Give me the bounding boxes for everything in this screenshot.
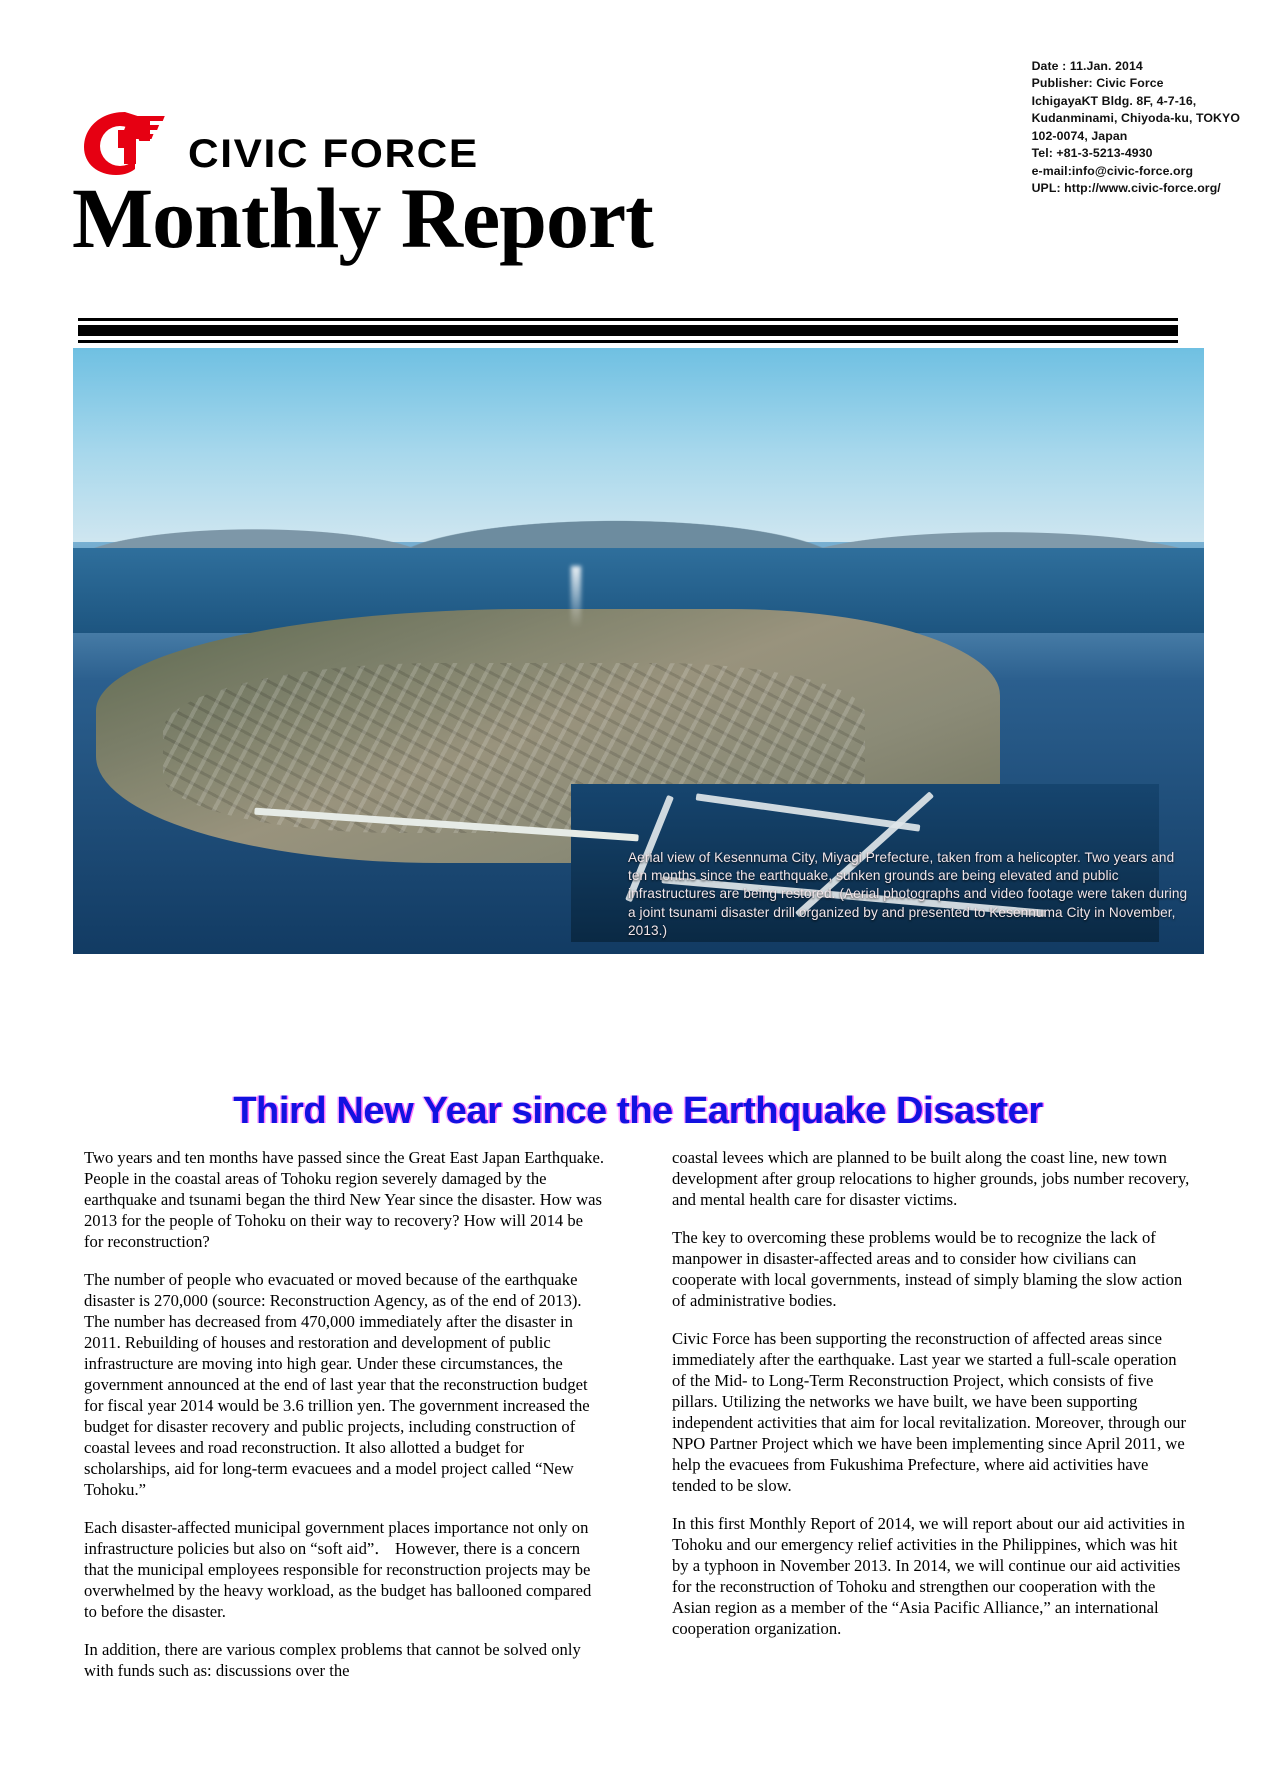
body-paragraph: The number of people who evacuated or moved because of the earthquake disaster is 270,000 (source: Reconstruction Agency, as of the end of 2013). The number has decreased from 470,000 immediately after the disaster in 2011. Rebuilding of houses and restoration and development of public infrastructure are moving into high gear. Under these circumstances, the government announced at the end of last year that the reconstruction budget for fiscal year 2014 would be 3.6 trillion yen. The government increased the budget for disaster recovery and public projects, including construction of coastal levees and road reconstruction. It also allotted a budget for scholarships, aid for long-term evacuees and a model project called “New Tohoku.” (84, 1269, 590, 1499)
civic-force-logo-icon (78, 108, 174, 178)
body-paragraph: In addition, there are various complex problems that cannot be solved only with funds such as: discussions over the (84, 1639, 581, 1680)
publisher-line-name: Publisher: Civic Force (1031, 76, 1164, 91)
volume-number: 34 (755, 188, 826, 270)
article-headline: Third New Year since the Earthquake Disaster (233, 1090, 1043, 1132)
brand-name: CIVIC FORCE (188, 132, 479, 176)
publisher-info-block (1032, 58, 1240, 198)
hero-photo (73, 348, 1204, 954)
report-title-row (72, 170, 653, 266)
body-paragraph: Civic Force has been supporting the reconstruction of affected areas since immediately after the earthquake. Last year we started a full-scale operation of the Mid- to Long-Term Reconstruction Project, which consists of five pillars. Utilizing the networks we have built, we have been supporting independent activities that aim for local revitalization. Moreover, through our NPO Partner Project which we have been implementing since April 2011, we help the evacuees from Fukushima Prefecture, where aid activities have tended to be slow. (672, 1328, 1187, 1495)
publisher-line-postcode: 102-0074, Japan (1031, 128, 1128, 143)
article-body (84, 1148, 1194, 1768)
body-paragraph: The key to overcoming these problems would be to recognize the lack of manpower in disaster-affected areas and to consider how civilians can cooperate with local governments, instead of simply blaming the slow action of administrative bodies. (672, 1227, 1183, 1310)
masthead-divider (78, 318, 1178, 343)
publisher-line-address2: Kudanminami, Chiyoda-ku, TOKYO (1031, 111, 1240, 126)
volume-label: vol. (716, 229, 756, 259)
photo-caption: Aerial view of Kesennuma City, Miyagi Prefecture, taken from a helicopter. Two years and ten months since the earthquake, sunken grounds are being elevated and public infrastructures are being restored. (Aerial photographs and video footage were taken during a joint tsunami disaster drill organized by and presented to Kesennuma City in November, 2013.) (628, 849, 1188, 938)
publisher-line-email[interactable]: e-mail:info@civic-force.org (1031, 163, 1194, 178)
publisher-line-url[interactable]: UPL: http://www.civic-force.org/ (1031, 181, 1221, 196)
volume-badge (716, 188, 826, 270)
divider-rule-thick (78, 325, 1178, 336)
divider-rule-bottom (78, 340, 1178, 343)
publisher-line-tel: Tel: +81-3-5213-4930 (1031, 146, 1153, 161)
body-column-right (672, 1148, 1194, 1768)
photo-smokestack-plume (571, 566, 581, 628)
body-paragraph: Each disaster-affected municipal government places importance not only on infrastructure policies but also on “soft aid”． However, there is a concern that the municipal employees responsible for reconstruction projects may be overwhelmed by the heavy workload, as the budget has ballooned compared to before the disaster. (84, 1517, 592, 1621)
publisher-line-date: Date : 11.Jan. 2014 (1031, 59, 1143, 73)
brand-lockup (78, 108, 479, 178)
body-paragraph: Two years and ten months have passed since the Great East Japan Earthquake. People in the coastal areas of Tohoku region severely damaged by the earthquake and tsunami began the third New Year since the disaster. How was 2013 for the people of Tohoku on their way to recovery? How will 2014 be for reconstruction? (84, 1148, 604, 1251)
report-title: Monthly Report (72, 170, 653, 266)
body-paragraph: In this first Monthly Report of 2014, we will report about our aid activities in Tohoku and our emergency relief activities in the Philippines, which was hit by a typhoon in November 2013. In 2014, we will continue our aid activities for the reconstruction of Tohoku and strengthen our cooperation with the Asian region as a member of the “Asia Pacific Alliance,” an international cooperation organization. (672, 1513, 1185, 1638)
body-paragraph: coastal levees which are planned to be built along the coast line, new town development after group relocations to higher grounds, jobs number recovery, and mental health care for disaster victims. (672, 1148, 1190, 1209)
publisher-line-address1: IchigayaKT Bldg. 8F, 4-7-16, (1031, 93, 1197, 108)
body-column-left (84, 1148, 606, 1768)
masthead (0, 0, 1276, 330)
